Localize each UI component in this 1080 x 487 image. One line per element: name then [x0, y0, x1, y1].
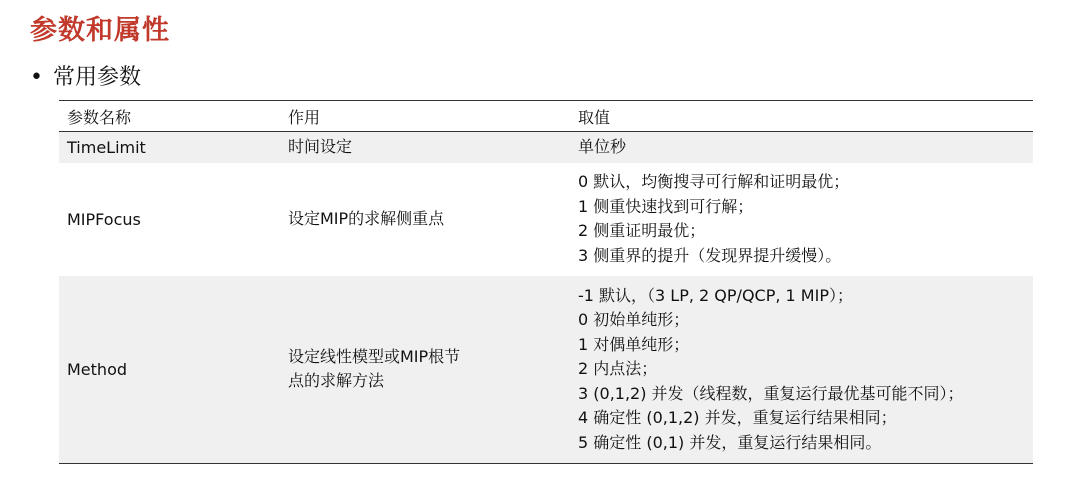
- value-line: 0 初始单纯形；: [578, 310, 690, 329]
- effect-line: 时间设定: [288, 137, 353, 156]
- bullet-dot-icon: •: [30, 65, 43, 90]
- effect-line: 设定MIP的求解侧重点: [288, 208, 445, 228]
- param-values: [570, 276, 1033, 464]
- parameters-table: [59, 100, 1033, 464]
- value-line: 单位秒: [578, 137, 627, 156]
- param-values: [570, 132, 1033, 163]
- value-line: 1 侧重快速找到可行解；: [578, 196, 754, 216]
- param-effect: [280, 276, 570, 464]
- table-row: [59, 276, 1033, 464]
- value-line: 3 侧重界的提升（发现界提升缓慢）。: [578, 245, 842, 265]
- table-row: [59, 163, 1033, 276]
- table-header-row: [59, 101, 1033, 132]
- value-line: 2 侧重证明最优；: [578, 221, 706, 240]
- value-line: 0 默认，均衡搜寻可行解和证明最优；: [578, 172, 850, 191]
- value-line: 5 确定性 (0,1) 并发，重复运行结果相同。: [578, 432, 882, 452]
- header-param-name: 参数名称: [59, 101, 280, 132]
- param-name: MIPFocus: [67, 209, 141, 229]
- table-row: [59, 132, 1033, 163]
- param-effect: [280, 163, 570, 276]
- param-name: TimeLimit: [59, 132, 280, 163]
- value-line: 4 确定性 (0,1,2) 并发，重复运行结果相同；: [578, 408, 897, 427]
- bullet-text: 常用参数: [52, 65, 141, 90]
- header-values: 取值: [570, 101, 1033, 132]
- param-name: Method: [59, 276, 280, 464]
- value-line: 1 对偶单纯形；: [578, 334, 690, 354]
- param-values: [570, 163, 1033, 276]
- effect-line: 设定线性模型或MIP根节: [288, 346, 461, 366]
- bullet-item: [30, 60, 141, 91]
- header-effect: 作用: [280, 101, 570, 132]
- page-title: 参数和属性: [30, 15, 170, 46]
- value-line: -1 默认，（3 LP, 2 QP/QCP, 1 MIP）；: [578, 285, 853, 305]
- effect-line: 点的求解方法: [288, 371, 385, 391]
- value-line: 3 (0,1,2) 并发（线程数，重复运行最优基可能不同）；: [578, 383, 964, 403]
- value-line: 2 内点法；: [578, 359, 658, 378]
- param-effect: [280, 132, 570, 163]
